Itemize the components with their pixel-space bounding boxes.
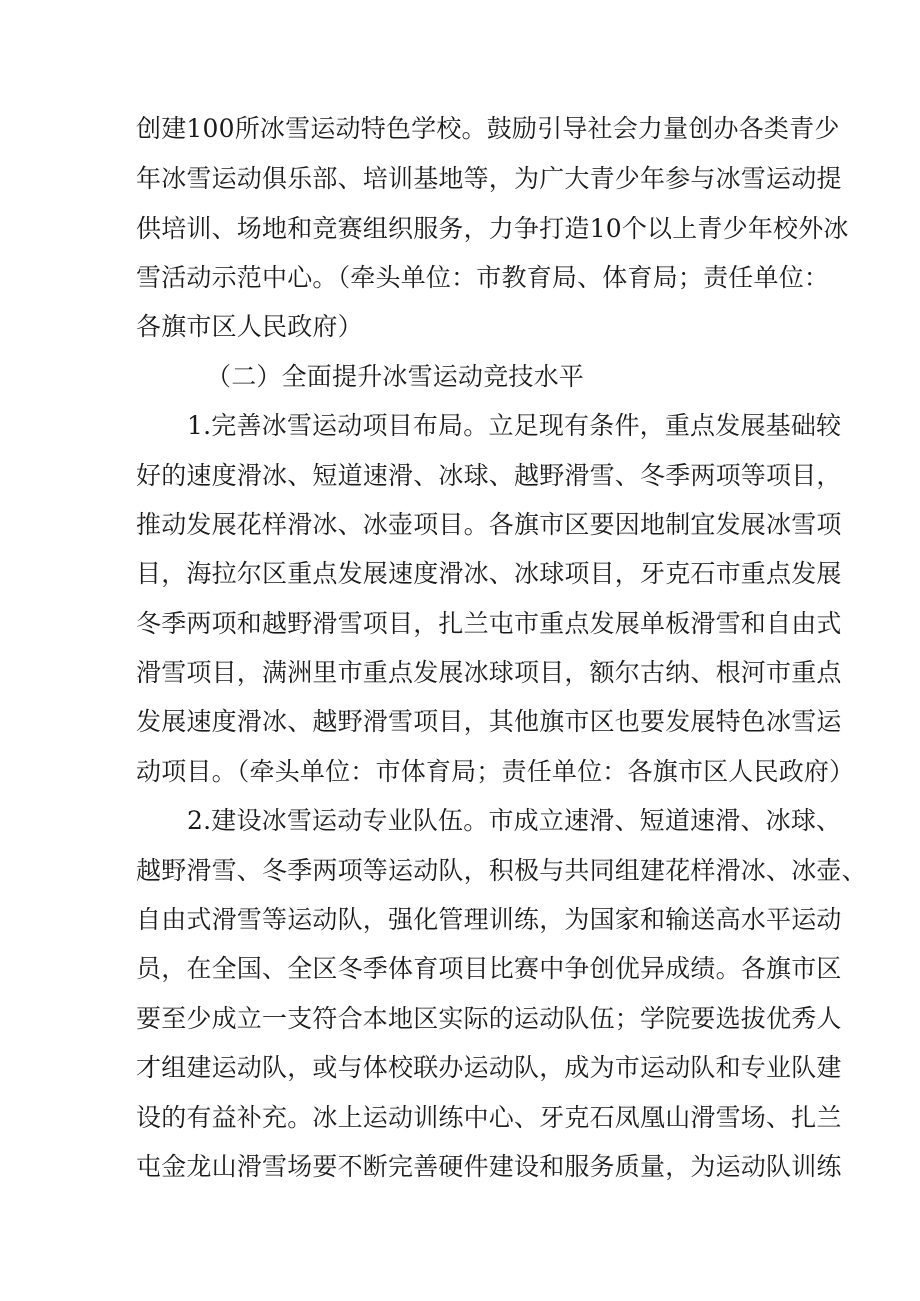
paragraph-line: 动项目。（牵头单位：市体育局；责任单位：各旗市区人民政府） [136, 757, 855, 786]
paragraph-line: 推动发展花样滑冰、冰壶项目。各旗市区要因地制宜发展冰雪项 [136, 510, 842, 539]
paragraph-line: 要至少成立一支符合本地区实际的运动队伍；学院要选拔优秀人 [136, 1004, 842, 1033]
paragraph-line: 冬季两项和越野滑雪项目，扎兰屯市重点发展单板滑雪和自由式 [136, 609, 842, 638]
paragraph-line: 设的有益补充。冰上运动训练中心、牙克石凤凰山滑雪场、扎兰 [136, 1103, 842, 1132]
paragraph-line: 发展速度滑冰、越野滑雪项目，其他旗市区也要发展特色冰雪运 [136, 707, 842, 736]
paragraph-line: 2.建设冰雪运动专业队伍。市成立速滑、短道速滑、冰球、 [187, 806, 842, 835]
section-heading: （二）全面提升冰雪运动竞技水平 [206, 362, 585, 391]
paragraph-line: 各旗市区人民政府） [136, 312, 363, 341]
paragraph-line: 1.完善冰雪运动项目布局。立足现有条件，重点发展基础较 [187, 411, 842, 440]
paragraph-line: 供培训、场地和竞赛组织服务，力争打造10个以上青少年校外冰 [136, 214, 849, 243]
paragraph-line: 雪活动示范中心。（牵头单位：市教育局、体育局；责任单位： [136, 263, 830, 292]
paragraph-line: 创建100所冰雪运动特色学校。鼓励引导社会力量创办各类青少 [136, 114, 840, 143]
paragraph-line: 目，海拉尔区重点发展速度滑冰、冰球项目，牙克石市重点发展 [136, 559, 842, 588]
paragraph-line: 屯金龙山滑雪场要不断完善硬件建设和服务质量，为运动队训练 [136, 1152, 842, 1181]
paragraph-line: 才组建运动队，或与体校联办运动队，成为市运动队和专业队建 [136, 1053, 842, 1082]
paragraph-line: 自由式滑雪等运动队，强化管理训练，为国家和输送高水平运动 [136, 905, 842, 934]
paragraph-line: 好的速度滑冰、短道速滑、冰球、越野滑雪、冬季两项等项目， [136, 461, 842, 490]
paragraph-line: 越野滑雪、冬季两项等运动队，积极与共同组建花样滑冰、冰壶、 [136, 856, 867, 885]
paragraph-line: 滑雪项目，满洲里市重点发展冰球项目，额尔古纳、根河市重点 [136, 658, 842, 687]
paragraph-line: 员，在全国、全区冬季体育项目比赛中争创优异成绩。各旗市区 [136, 954, 842, 983]
paragraph-line: 年冰雪运动俱乐部、培训基地等，为广大青少年参与冰雪运动提 [136, 164, 842, 193]
